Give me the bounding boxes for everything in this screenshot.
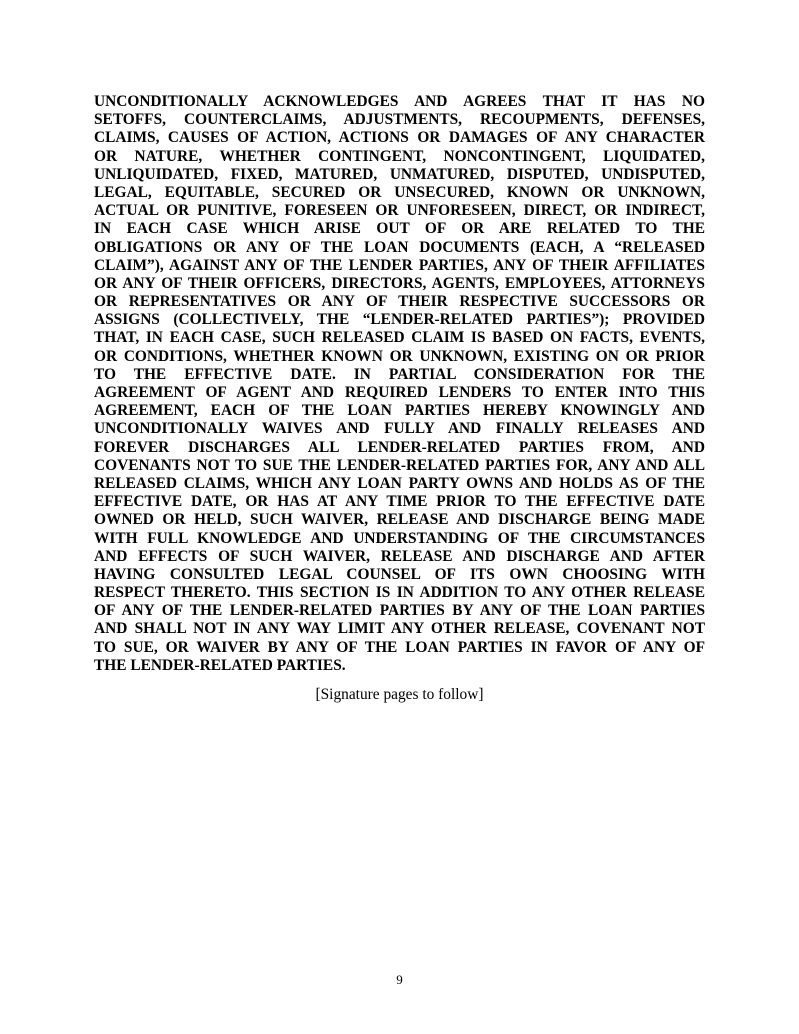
paragraph-line: RELEASED CLAIMS, WHICH ANY LOAN PARTY OWNS AND HOLDS AS OF THE (94, 474, 705, 492)
paragraph-line: SETOFFS, COUNTERCLAIMS, ADJUSTMENTS, RECOUPMENTS, DEFENSES, (94, 111, 705, 129)
paragraph-line: TO SUE, OR WAIVER BY ANY OF THE LOAN PARTIES IN FAVOR OF ANY OF (94, 638, 705, 656)
paragraph-line: THE LENDER-RELATED PARTIES. (94, 656, 346, 674)
paragraph-line: OR REPRESENTATIVES OR ANY OF THEIR RESPECTIVE SUCCESSORS OR (94, 293, 705, 311)
paragraph-line: OWNED OR HELD, SUCH WAIVER, RELEASE AND DISCHARGE BEING MADE (94, 511, 705, 529)
paragraph-line: ASSIGNS (COLLECTIVELY, THE “LENDER-RELATED PARTIES”); PROVIDED (94, 311, 705, 329)
paragraph-line: CLAIMS, CAUSES OF ACTION, ACTIONS OR DAMAGES OF ANY CHARACTER (94, 129, 705, 147)
paragraph-line: LEGAL, EQUITABLE, SECURED OR UNSECURED, KNOWN OR UNKNOWN, (94, 183, 705, 201)
page-number: 9 (396, 972, 403, 987)
paragraph-line: CLAIM”), AGAINST ANY OF THE LENDER PARTIES, ANY OF THEIR AFFILIATES (94, 256, 705, 274)
paragraph-line: RESPECT THERETO. THIS SECTION IS IN ADDITION TO ANY OTHER RELEASE (94, 584, 705, 602)
paragraph-line: WITH FULL KNOWLEDGE AND UNDERSTANDING OF THE CIRCUMSTANCES (94, 529, 705, 547)
paragraph-line: IN EACH CASE WHICH ARISE OUT OF OR ARE RELATED TO THE (94, 220, 705, 238)
signature-note: [Signature pages to follow] (315, 686, 484, 703)
paragraph-line: AND EFFECTS OF SUCH WAIVER, RELEASE AND DISCHARGE AND AFTER (94, 547, 705, 565)
paragraph-line: OR NATURE, WHETHER CONTINGENT, NONCONTINGENT, LIQUIDATED, (94, 147, 705, 165)
release-paragraph (94, 93, 705, 675)
paragraph-line: ACTUAL OR PUNITIVE, FORESEEN OR UNFORESEEN, DIRECT, OR INDIRECT, (94, 202, 705, 220)
paragraph-line: HAVING CONSULTED LEGAL COUNSEL OF ITS OWN CHOOSING WITH (94, 565, 705, 583)
paragraph-line: UNCONDITIONALLY ACKNOWLEDGES AND AGREES THAT IT HAS NO (94, 93, 705, 110)
paragraph-line: TO THE EFFECTIVE DATE. IN PARTIAL CONSIDERATION FOR THE (94, 365, 705, 383)
paragraph-line: FOREVER DISCHARGES ALL LENDER-RELATED PARTIES FROM, AND (94, 438, 705, 456)
paragraph-line: THAT, IN EACH CASE, SUCH RELEASED CLAIM IS BASED ON FACTS, EVENTS, (94, 329, 705, 347)
paragraph-line: UNCONDITIONALLY WAIVES AND FULLY AND FINALLY RELEASES AND (94, 420, 705, 438)
paragraph-line: AGREEMENT OF AGENT AND REQUIRED LENDERS TO ENTER INTO THIS (94, 384, 705, 401)
paragraph-line: COVENANTS NOT TO SUE THE LENDER-RELATED PARTIES FOR, ANY AND ALL (94, 456, 705, 474)
paragraph-line: OF ANY OF THE LENDER-RELATED PARTIES BY ANY OF THE LOAN PARTIES (94, 602, 705, 620)
paragraph-line: OBLIGATIONS OR ANY OF THE LOAN DOCUMENTS (EACH, A “RELEASED (94, 238, 705, 256)
paragraph-line: OR ANY OF THEIR OFFICERS, DIRECTORS, AGENTS, EMPLOYEES, ATTORNEYS (94, 274, 705, 292)
paragraph-line: OR CONDITIONS, WHETHER KNOWN OR UNKNOWN, EXISTING ON OR PRIOR (94, 347, 705, 365)
paragraph-line: AGREEMENT, EACH OF THE LOAN PARTIES HEREBY KNOWINGLY AND (94, 402, 705, 420)
paragraph-line: UNLIQUIDATED, FIXED, MATURED, UNMATURED, DISPUTED, UNDISPUTED, (94, 165, 705, 183)
paragraph-line: EFFECTIVE DATE, OR HAS AT ANY TIME PRIOR TO THE EFFECTIVE DATE (94, 493, 705, 511)
paragraph-line: AND SHALL NOT IN ANY WAY LIMIT ANY OTHER RELEASE, COVENANT NOT (94, 620, 705, 638)
